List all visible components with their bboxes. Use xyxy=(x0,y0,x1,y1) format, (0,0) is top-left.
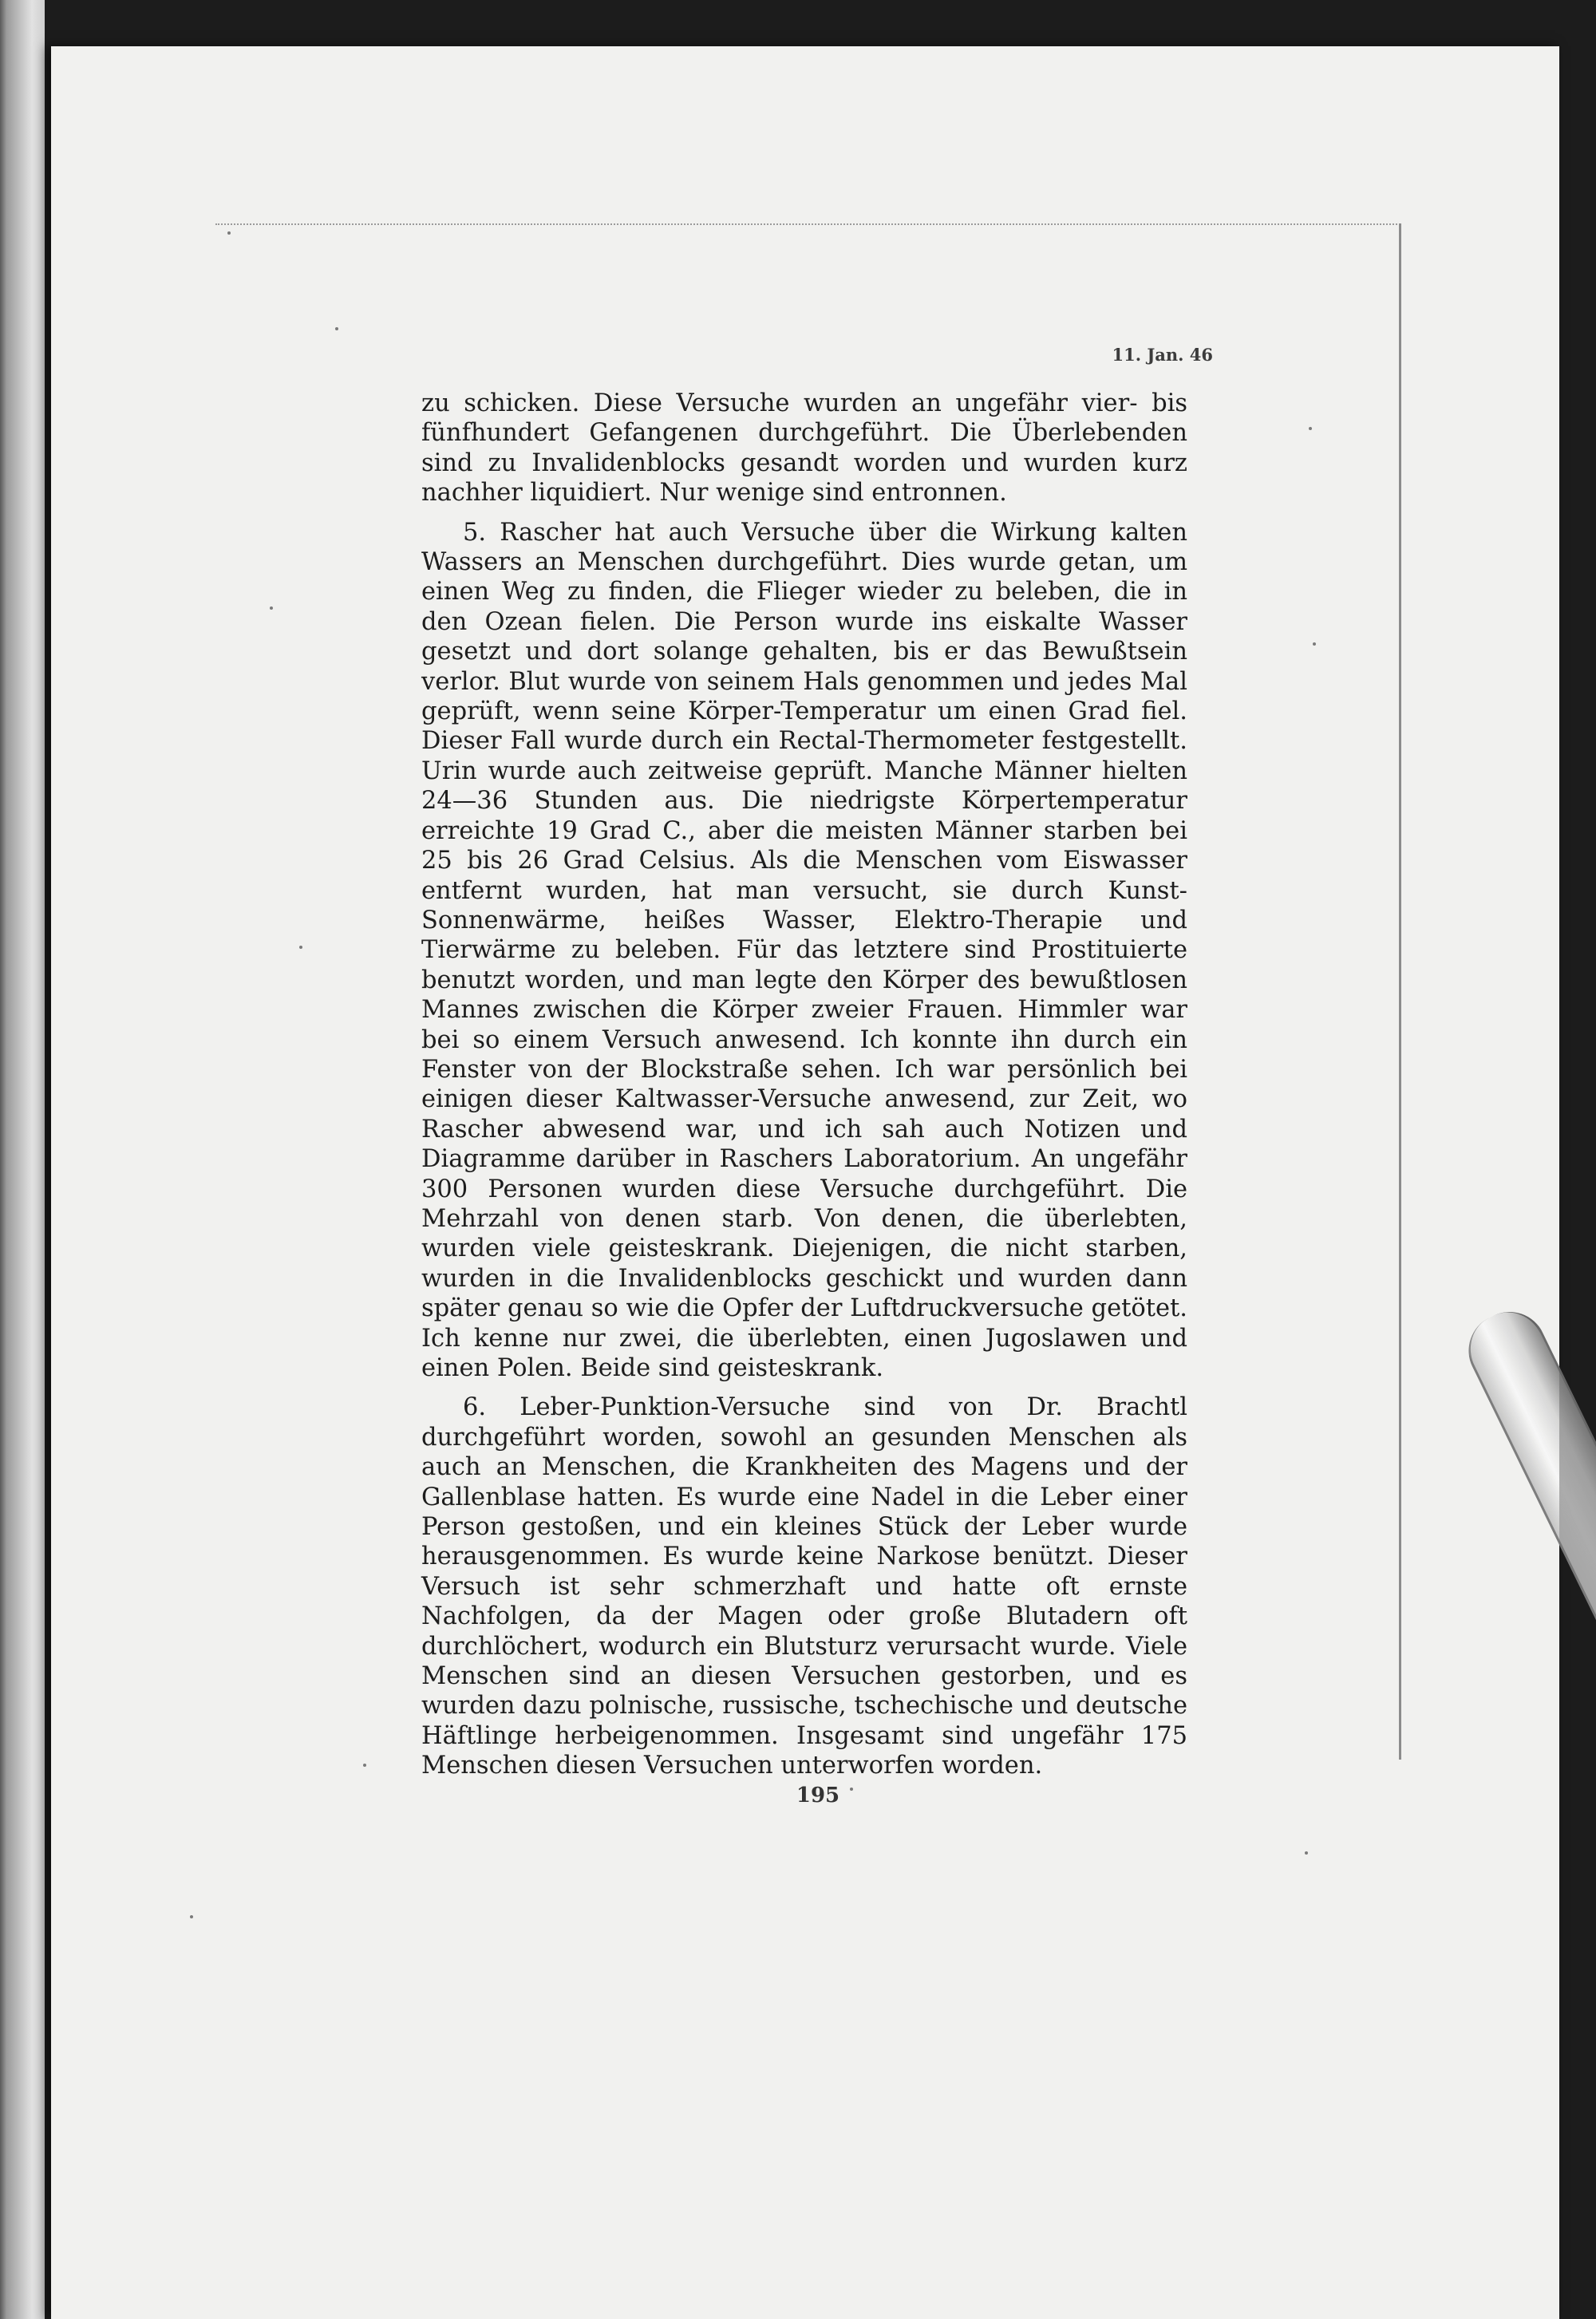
scan-speck xyxy=(190,1915,193,1918)
document-body xyxy=(421,389,1187,1781)
scan-speck xyxy=(363,1764,366,1767)
scan-speck xyxy=(227,231,231,235)
paragraph-section-5: 5. Rascher hat auch Versuche über die Wirkung kalten Wassers an Menschen durchgeführt. Dies wurde getan, um einen Weg zu finden, die Flieger wieder zu beleben, die in den Ozean fielen. Die Person wurde ins eiskalte Wasser gesetzt und dort solange gehalten, bis er das Bewußtsein verlor. Blut wurde von seinem Hals genommen und jedes Mal geprüft, wenn seine Körper-Temperatur um einen Grad fiel. Dieser Fall wurde durch ein Rectal-Thermometer festgestellt. Urin wurde auch zeitweise geprüft. Manche Männer hielten 24—36 Stunden aus. Die niedrigste Körpertemperatur erreichte 19 Grad C., aber die meisten Männer starben bei 25 bis 26 Grad Celsius. Als die Menschen vom Eiswasser entfernt wurden, hat man versucht, sie durch Kunst-Sonnenwärme, heißes Wasser, Elektro-Therapie und Tierwärme zu beleben. Für das letztere sind Prostituierte benutzt worden, und man legte den Körper des bewußtlosen Mannes zwischen die Körper zweier Frauen. Himmler war bei so einem Versuch anwesend. Ich konnte ihn durch ein Fenster von der Blockstraße sehen. Ich war persönlich bei einigen dieser Kaltwasser-Versuche anwesend, zur Zeit, wo Rascher abwesend war, und ich sah auch Notizen und Diagramme darüber in Raschers Laboratorium. An ungefähr 300 Personen wurden diese Versuche durchgeführt. Die Mehrzahl von denen starb. Von denen, die überlebten, wurden viele geisteskrank. Diejenigen, die nicht starben, wurden in die Invalidenblocks geschickt und wurden dann später genau so wie die Opfer der Luftdruckversuche getötet. Ich kenne nur zwei, die überlebten, einen Jugoslawen und einen Polen. Beide sind geisteskrank. xyxy=(421,518,1187,1382)
paragraph-continuation: zu schicken. Diese Versuche wurden an ungefähr vier- bis fünfhundert Gefangenen durchgeführt. Die Überlebenden sind zu Invalidenblocks gesandt worden und wurden kurz nachher liquidiert. Nur wenige sind entronnen. xyxy=(421,389,1187,508)
page-date: 11. Jan. 46 xyxy=(1112,345,1213,365)
page-number: 195 xyxy=(796,1784,840,1807)
scan-speck xyxy=(270,606,273,610)
scan-speck xyxy=(1309,427,1312,430)
scan-speck xyxy=(1305,1851,1308,1855)
frame-top-rule xyxy=(215,223,1400,225)
previous-page-edge xyxy=(0,0,45,2319)
frame-right-rule xyxy=(1399,223,1401,1760)
paragraph-section-6: 6. Leber-Punktion-Versuche sind von Dr. Brachtl durchgeführt worden, sowohl an gesunden Menschen als auch an Menschen, die Krankheiten des Magens und der Gallenblase hatten. Es wurde eine Nadel in die Leber einer Person gestoßen, und ein kleines Stück der Leber wurde herausgenommen. Es wurde keine Narkose benützt. Dieser Versuch ist sehr schmerzhaft und hatte oft ernste Nachfolgen, da der Magen oder große Blutadern oft durchlöchert, wodurch ein Blutsturz verursacht wurde. Viele Menschen sind an diesen Versuchen gestorben, und es wurden dazu polnische, russische, tschechische und deutsche Häftlinge herbeigenommen. Insgesamt sind ungefähr 175 Menschen diesen Versuchen unterworfen worden. xyxy=(421,1393,1188,1780)
scan-speck xyxy=(299,946,302,949)
scan-speck xyxy=(335,327,338,330)
scan-speck xyxy=(1313,642,1316,646)
scan-speck xyxy=(850,1788,853,1791)
